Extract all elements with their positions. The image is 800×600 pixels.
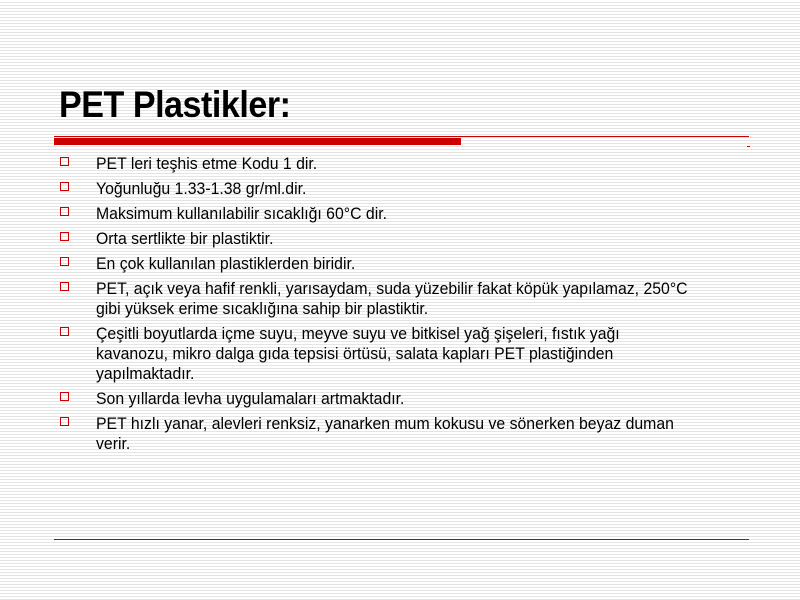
bullet-text: PET, açık veya hafif renkli, yarısaydam, suda yüzebilir fakat köpük yapılamaz, 250°C gibi yüksek erime sıcaklığına sahip bir plastiktir.	[96, 279, 688, 318]
hollow-square-bullet-icon	[60, 282, 69, 291]
hollow-square-bullet-icon	[60, 207, 69, 216]
hollow-square-bullet-icon	[60, 417, 69, 426]
bullet-item	[60, 229, 750, 249]
bullet-list	[60, 154, 750, 459]
slide-title: PET Plastikler:	[59, 84, 291, 125]
bullet-item	[60, 389, 750, 409]
bullet-item	[60, 179, 750, 199]
bullet-text: Son yıllarda levha uygulamaları artmaktadır.	[96, 389, 405, 408]
bullet-text: Maksimum kullanılabilir sıcaklığı 60°C dir.	[96, 204, 388, 223]
hollow-square-bullet-icon	[60, 157, 69, 166]
bullet-text: Yoğunluğu 1.33-1.38 gr/ml.dir.	[96, 179, 307, 198]
bullet-item	[60, 204, 750, 224]
title-underline-thin	[54, 136, 749, 137]
bullet-text: Çeşitli boyutlarda içme suyu, meyve suyu ve bitkisel yağ şişeleri, fıstık yağı kavanozu, mikro dalga gıda tepsisi örtüsü, salata kapları PET plastiğinden yapılmaktadır.	[96, 324, 620, 383]
bullet-item	[60, 254, 750, 274]
hollow-square-bullet-icon	[60, 232, 69, 241]
bullet-item	[60, 414, 750, 454]
hollow-square-bullet-icon	[60, 327, 69, 336]
title-underline-thick	[54, 138, 461, 145]
bullet-text: En çok kullanılan plastiklerden biridir.	[96, 254, 356, 273]
bullet-item	[60, 154, 750, 174]
bullet-text: PET leri teşhis etme Kodu 1 dir.	[96, 154, 318, 173]
footer-rule	[54, 539, 749, 540]
hollow-square-bullet-icon	[60, 392, 69, 401]
bullet-text: Orta sertlikte bir plastiktir.	[96, 229, 274, 248]
title-underline-tick	[747, 146, 750, 147]
hollow-square-bullet-icon	[60, 257, 69, 266]
bullet-text: PET hızlı yanar, alevleri renksiz, yanarken mum kokusu ve sönerken beyaz duman verir.	[96, 414, 674, 453]
bullet-item	[60, 324, 750, 384]
hollow-square-bullet-icon	[60, 182, 69, 191]
bullet-item	[60, 279, 750, 319]
